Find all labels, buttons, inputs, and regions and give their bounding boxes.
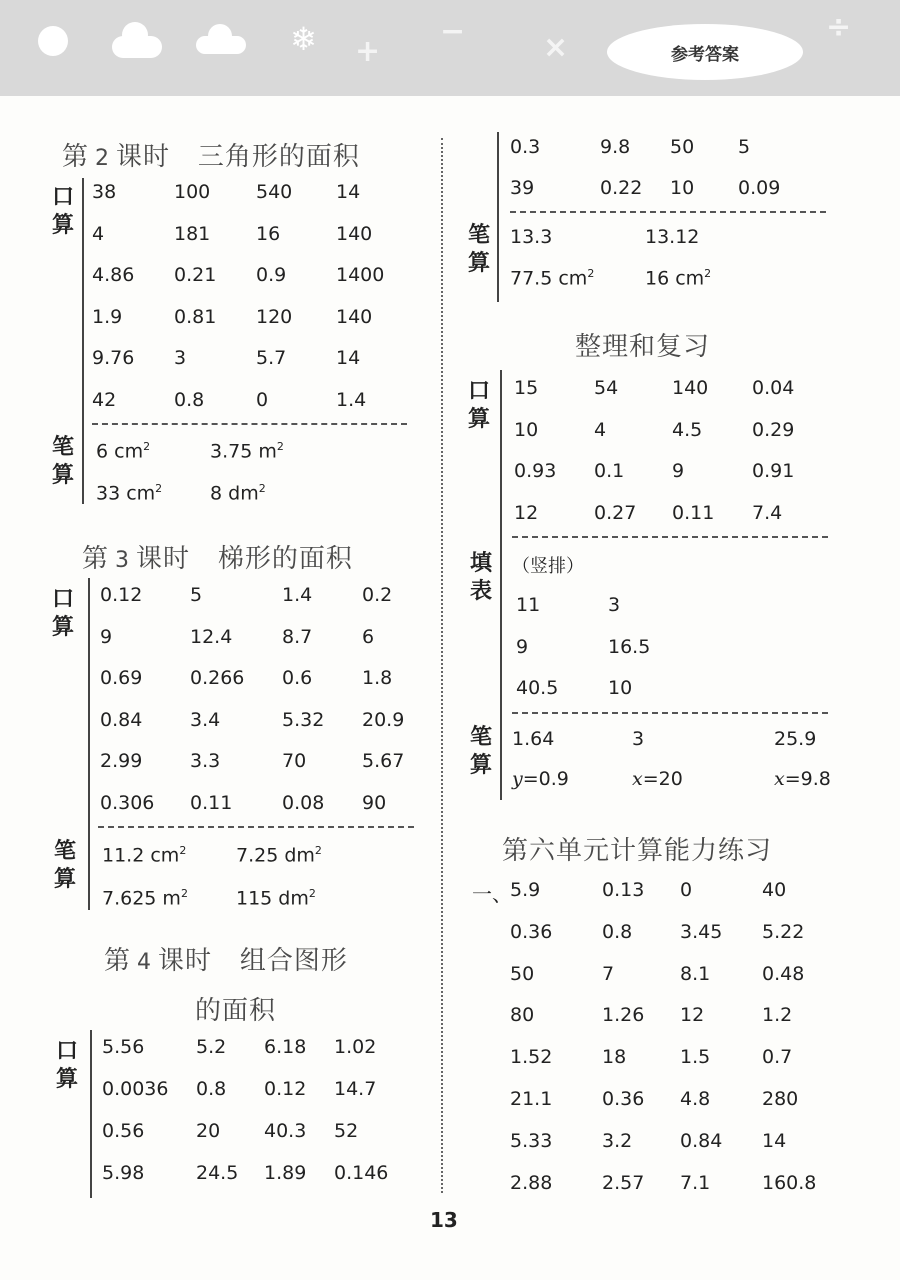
- answer-cell: 40.3: [264, 1120, 307, 1142]
- answer-cell: 12: [514, 501, 539, 524]
- answer-cell: 0.146: [334, 1162, 389, 1184]
- section-title-unit6: 第六单元计算能力练习: [502, 836, 773, 866]
- answer-cell: 1.52: [510, 1046, 553, 1069]
- answer-cell: 8.1: [680, 962, 711, 985]
- answer-cell: 4.8: [680, 1088, 711, 1110]
- answer-cell: 5.7: [256, 347, 287, 369]
- answer-cell: 5.56: [102, 1036, 145, 1058]
- answer-cell: 16: [256, 222, 281, 245]
- answer-cell: 3: [608, 594, 621, 616]
- answer-cell: 0.7: [762, 1046, 793, 1069]
- answer-cell: 9.76: [92, 347, 135, 369]
- oral-calc-label: 口算: [51, 185, 74, 238]
- answer-cell: 0.21: [174, 264, 217, 286]
- answer-cell: 0.1: [594, 460, 625, 482]
- answer-cell: 77.5 $cm^2$: [510, 267, 595, 290]
- answer-cell: 14: [336, 347, 361, 369]
- answer-cell: 0.09: [738, 177, 781, 199]
- answer-cell: 16.5: [608, 635, 651, 658]
- answer-cell: 21.1: [510, 1088, 553, 1110]
- page-number: 13: [430, 1208, 458, 1232]
- answer-cell: 140: [336, 222, 373, 245]
- answer-cell: 0.8: [602, 920, 633, 943]
- answer-cell: 14: [762, 1129, 787, 1152]
- answer-cell: 5.22: [762, 920, 805, 943]
- answer-cell: 33 $cm^2$: [96, 482, 163, 505]
- answer-cell: 4.86: [92, 264, 135, 286]
- answer-cell: 0.08: [282, 791, 325, 814]
- answer-cell: 3.2: [602, 1129, 633, 1152]
- answer-cell: 50: [510, 962, 535, 985]
- sun-icon: [38, 26, 68, 56]
- answer-cell: 13.3: [510, 226, 553, 248]
- written-calc-label: 笔算: [469, 725, 492, 778]
- section-bar: [82, 178, 84, 504]
- section-bar: [90, 1030, 92, 1198]
- written-calc-label: 笔算: [51, 435, 74, 488]
- answer-cell: 2.57: [602, 1171, 645, 1194]
- dashed-separator: [98, 826, 414, 828]
- answer-cell: 0.27: [594, 501, 637, 524]
- answer-cell: 0.12: [264, 1078, 307, 1100]
- answer-cell: 54: [594, 377, 619, 399]
- section-bar: [500, 370, 502, 800]
- answer-cell: 9: [100, 625, 113, 648]
- answer-cell: 0.306: [100, 791, 155, 814]
- answer-cell: 6.18: [264, 1036, 307, 1058]
- answer-cell: 1.8: [362, 667, 393, 689]
- answer-cell: 3: [632, 728, 645, 750]
- equation-answer: y=0.9: [512, 768, 569, 790]
- answer-cell: 0.3: [510, 136, 541, 158]
- written-calc-label: 笔算: [53, 839, 76, 892]
- section-title-lesson4: 第 4 课时 组合图形: [104, 946, 348, 976]
- answer-cell: 0.12: [100, 584, 143, 606]
- answer-cell: 0.36: [510, 920, 553, 943]
- answer-cell: 8 $dm^2$: [210, 482, 266, 505]
- answer-cell: 1.4: [336, 388, 367, 411]
- answer-cell: 0.84: [100, 708, 143, 731]
- answer-cell: 7.4: [752, 501, 783, 524]
- answer-cell: 20.9: [362, 708, 405, 731]
- answer-cell: 14: [336, 181, 361, 203]
- answer-cell: 6: [362, 625, 375, 648]
- answer-cell: 8.7: [282, 625, 313, 648]
- answer-label: 参考答案: [671, 44, 739, 65]
- answer-cell: 7.1: [680, 1171, 711, 1194]
- answer-cell: 120: [256, 305, 293, 328]
- answer-cell: 6 $cm^2$: [96, 440, 151, 463]
- oral-calc-label: 口算: [55, 1039, 78, 1092]
- answer-cell: 0.13: [602, 879, 645, 901]
- answer-cell: 14.7: [334, 1078, 377, 1100]
- equation-answer: x=9.8: [774, 768, 831, 790]
- section-title-lesson4-line2: 的面积: [195, 996, 277, 1026]
- answer-cell: 0.9: [256, 264, 287, 286]
- answer-cell: 11.2 $cm^2$: [102, 844, 187, 867]
- answer-cell: 52: [334, 1120, 359, 1142]
- answer-cell: 40.5: [516, 677, 559, 699]
- answer-cell: 5: [738, 136, 751, 158]
- snowflake-icon: ❄: [290, 20, 317, 58]
- fill-table-note: （竖排）: [512, 556, 584, 577]
- answer-cell: 1.26: [602, 1004, 645, 1027]
- answer-cell: 5.67: [362, 750, 405, 772]
- answer-cell: 3: [174, 347, 187, 369]
- answer-cell: 0.266: [190, 667, 245, 689]
- answer-cell: 0.36: [602, 1088, 645, 1110]
- answer-cell: 1.64: [512, 728, 555, 750]
- answer-cell: 12: [680, 1004, 705, 1027]
- oral-calc-label: 口算: [51, 587, 74, 640]
- answer-cell: 0.93: [514, 460, 557, 482]
- dashed-separator: [510, 211, 826, 213]
- answer-cell: 9: [516, 635, 529, 658]
- answer-cell: 0.6: [282, 667, 313, 689]
- answer-cell: 1.4: [282, 584, 313, 606]
- section-bar: [497, 132, 499, 302]
- column-divider: [441, 138, 443, 1193]
- answer-cell: 1.5: [680, 1046, 711, 1069]
- answer-cell: 0.04: [752, 377, 795, 399]
- answer-cell: 3.45: [680, 920, 723, 943]
- answer-cell: 5.2: [196, 1036, 227, 1058]
- answer-cell: 4: [92, 222, 105, 245]
- answer-badge: [607, 24, 803, 80]
- answer-cell: 15: [514, 377, 539, 399]
- answer-cell: 0.8: [174, 388, 205, 411]
- answer-cell: 42: [92, 388, 117, 411]
- answer-cell: 0.48: [762, 962, 805, 985]
- answer-cell: 5: [190, 584, 203, 606]
- answer-cell: 16 $cm^2$: [645, 267, 712, 290]
- answer-cell: 1400: [336, 264, 385, 286]
- answer-cell: 13.12: [645, 226, 700, 248]
- answer-cell: 280: [762, 1088, 799, 1110]
- answer-cell: 38: [92, 181, 117, 203]
- answer-cell: 5.32: [282, 708, 325, 731]
- divide-icon: ÷: [826, 10, 852, 45]
- fill-table-label: 填表: [469, 551, 492, 604]
- answer-cell: 4: [594, 418, 607, 441]
- answer-cell: 160.8: [762, 1171, 817, 1194]
- written-calc-label: 笔算: [467, 223, 490, 276]
- answer-cell: 40: [762, 879, 787, 901]
- answer-cell: 0.0036: [102, 1078, 169, 1100]
- answer-cell: 70: [282, 750, 307, 772]
- answer-cell: 3.75 $m^2$: [210, 440, 284, 463]
- answer-cell: 9.8: [600, 136, 631, 158]
- answer-cell: 2.88: [510, 1171, 553, 1194]
- answer-cell: 0.84: [680, 1129, 723, 1152]
- answer-cell: 24.5: [196, 1162, 239, 1184]
- answer-cell: 0.91: [752, 460, 795, 482]
- answer-cell: 1.02: [334, 1036, 377, 1058]
- answer-cell: 10: [514, 418, 539, 441]
- answer-cell: 0.8: [196, 1078, 227, 1100]
- dashed-separator: [512, 712, 828, 714]
- answer-cell: 4.5: [672, 418, 703, 441]
- answer-cell: 80: [510, 1004, 535, 1027]
- answer-cell: 39: [510, 177, 535, 199]
- answer-cell: 12.4: [190, 625, 233, 648]
- section-title-lesson2: 第 2 课时 三角形的面积: [62, 142, 360, 172]
- answer-cell: 9: [672, 460, 685, 482]
- answer-cell: 0: [256, 388, 269, 411]
- oral-calc-label: 口算: [467, 379, 490, 432]
- answer-cell: 0.11: [190, 791, 233, 814]
- answer-cell: 100: [174, 181, 211, 203]
- answer-cell: 140: [672, 377, 709, 399]
- answer-cell: 5.98: [102, 1162, 145, 1184]
- answer-cell: 140: [336, 305, 373, 328]
- dashed-separator: [92, 423, 407, 425]
- answer-cell: 1.89: [264, 1162, 307, 1184]
- answer-cell: 540: [256, 181, 293, 203]
- answer-cell: 2.99: [100, 750, 143, 772]
- dashed-separator: [512, 536, 828, 538]
- answer-cell: 0.56: [102, 1120, 145, 1142]
- answer-cell: 0.29: [752, 418, 795, 441]
- answer-cell: 3.4: [190, 708, 221, 731]
- answer-cell: 7.25 $dm^2$: [236, 844, 322, 867]
- answer-cell: 11: [516, 594, 541, 616]
- answer-cell: 5.33: [510, 1129, 553, 1152]
- answer-cell: 181: [174, 222, 211, 245]
- answer-cell: 20: [196, 1120, 221, 1142]
- answer-cell: 0.22: [600, 177, 643, 199]
- answer-cell: 1.2: [762, 1004, 793, 1027]
- answer-cell: 5.9: [510, 879, 541, 901]
- answer-cell: 18: [602, 1046, 627, 1069]
- answer-cell: 10: [670, 177, 695, 199]
- answer-cell: 3.3: [190, 750, 221, 772]
- answer-cell: 0.81: [174, 305, 217, 328]
- answer-cell: 7: [602, 962, 615, 985]
- section-title-lesson3: 第 3 课时 梯形的面积: [82, 544, 353, 574]
- question-marker: 一、: [472, 882, 512, 906]
- minus-icon: −: [440, 14, 466, 49]
- answer-cell: 25.9: [774, 728, 817, 750]
- answer-cell: 115 $dm^2$: [236, 887, 316, 910]
- answer-cell: 50: [670, 136, 695, 158]
- answer-cell: 0.69: [100, 667, 143, 689]
- equation-answer: x=20: [632, 768, 683, 790]
- answer-cell: 7.625 $m^2$: [102, 887, 188, 910]
- answer-cell: 90: [362, 791, 387, 814]
- section-title-review: 整理和复习: [575, 332, 711, 362]
- answer-cell: 0.2: [362, 584, 393, 606]
- times-icon: ×: [543, 30, 569, 65]
- section-bar: [88, 578, 90, 910]
- answer-cell: 0: [680, 879, 693, 901]
- answer-cell: 10: [608, 677, 633, 699]
- plus-icon: +: [355, 34, 381, 69]
- answer-cell: 1.9: [92, 305, 123, 328]
- answer-cell: 0.11: [672, 501, 715, 524]
